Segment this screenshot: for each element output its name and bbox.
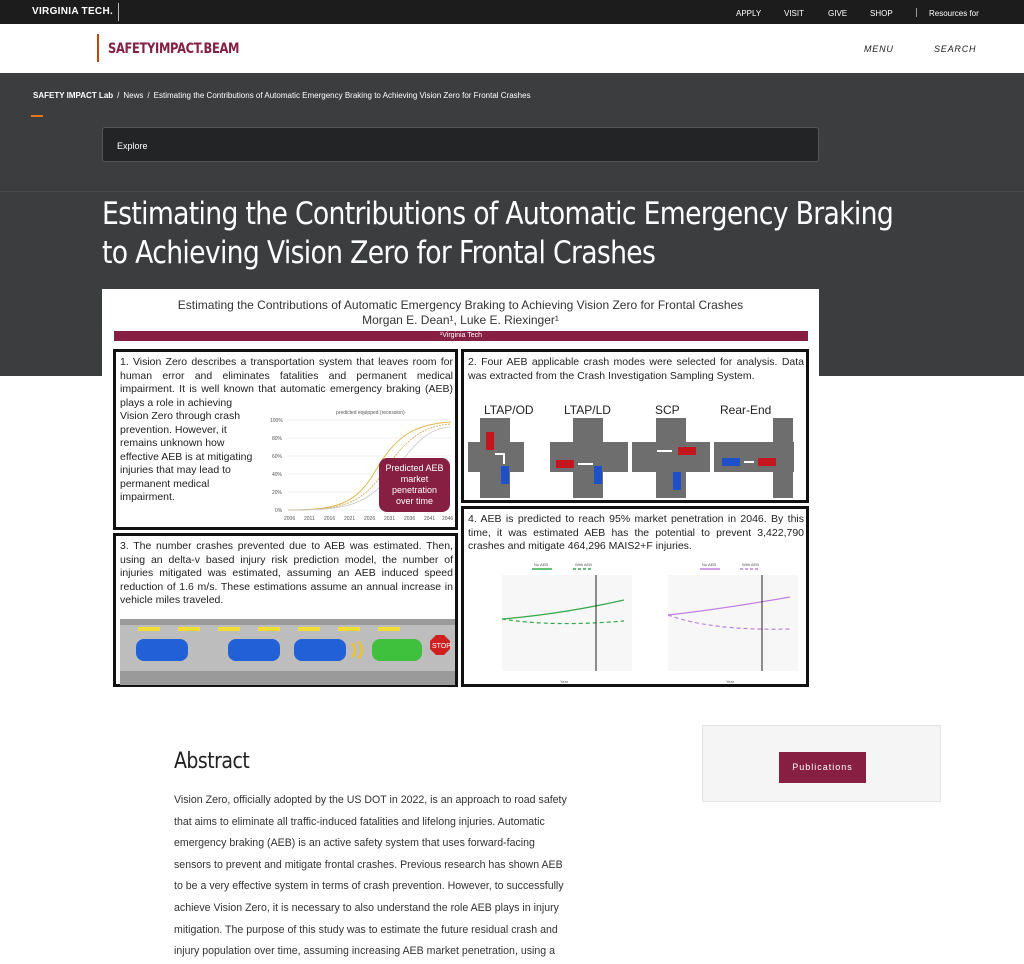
abstract-line: injury population over time, assuming increasing AEB market penetration, using a — [174, 945, 555, 958]
crash-mode-diagrams — [468, 418, 808, 500]
legend-with-aeb-2: With AEB — [742, 562, 759, 567]
breadcrumb-separator: / — [117, 91, 120, 100]
publications-button[interactable]: Publications — [779, 752, 866, 783]
site-header — [0, 24, 1024, 73]
x-tick: 2021 — [344, 516, 356, 522]
page-title-line-2: to Achieving Vision Zero for Frontal Crashes — [102, 235, 656, 271]
site-title-accent — [97, 34, 99, 62]
breadcrumb-current: Estimating the Contributions of Automatic Emergency Braking to Achieving Vision Zero for Frontal Crashes — [153, 91, 531, 100]
x-tick: 2046 — [442, 516, 454, 522]
legend-with-aeb: With AEB — [575, 562, 592, 567]
poster-panel-4 — [461, 506, 809, 687]
x-tick: 2006 — [284, 516, 296, 522]
chart-legend: predicted equipped (recession) — [336, 410, 405, 416]
breadcrumb-lab[interactable]: SAFETY IMPACT Lab — [33, 91, 114, 100]
research-poster — [102, 289, 819, 699]
y-tick: 60% — [272, 454, 283, 460]
abstract-line: to be a very effective system in terms of crash prevention. However, to successfully — [174, 880, 564, 893]
explore-dropdown[interactable] — [102, 127, 819, 162]
x-tick: 2036 — [404, 516, 416, 522]
abstract-body — [174, 790, 619, 963]
give-link[interactable]: GIVE — [828, 9, 848, 18]
search-button[interactable]: SEARCH — [934, 44, 977, 54]
rear-end-diagram — [714, 418, 794, 498]
poster-title: Estimating the Contributions of Automatic Emergency Braking to Achieving Vision Zero for Frontal Crashes — [177, 298, 744, 312]
poster-panel-3 — [113, 533, 458, 687]
breadcrumb-separator: / — [147, 91, 150, 100]
abstract-line: that aims to eliminate all traffic-induced fatalities and lifelong injuries. Automatic — [174, 815, 545, 828]
poster-affiliation-bar: ¹Virginia Tech — [114, 331, 808, 341]
stop-sign-label: STOP — [432, 643, 451, 650]
car-2 — [228, 639, 280, 661]
x-tick: 2016 — [324, 516, 336, 522]
site-title-link[interactable]: SAFETYIMPACT.BEAM — [108, 41, 240, 57]
y-tick: 80% — [272, 436, 283, 442]
x-tick: 2031 — [384, 516, 396, 522]
abstract-line: sensors to prevent and mitigate frontal crashes. Previous research has shown AEB — [174, 858, 563, 871]
legend-no-aeb-2: No AEB — [702, 562, 717, 567]
legend-no-aeb: No AEB — [534, 562, 549, 567]
speed-reduction-illustration — [120, 619, 455, 685]
panel-1-text: 1. Vision Zero describes a transportation system that leaves room for human error and eliminates fatalities and permanent medical impairment. It is well known that automatic emergency braking (AEB) plays a role in achieving — [120, 356, 453, 409]
shop-link[interactable]: SHOP — [870, 9, 893, 18]
scp-diagram — [632, 418, 710, 498]
panel-1-text-cont: Vision Zero through crash prevention. However, it remains unknown how effective AEB is at mitigating injuries that may lead to permanent medical impairment. — [120, 410, 253, 503]
virginia-tech-logo[interactable]: VIRGINIA TECH. — [32, 6, 114, 17]
apply-link[interactable]: APPLY — [736, 9, 762, 18]
ltap-od-diagram — [468, 418, 524, 498]
hero-divider — [0, 191, 1024, 192]
abstract-line: Vision Zero, officially adopted by the US DOT in 2022, is an approach to road safety — [174, 794, 567, 806]
poster-panel-1 — [113, 349, 458, 530]
explore-label: Explore — [117, 141, 148, 151]
crash-injury-projection-charts — [472, 559, 802, 684]
resources-for-menu[interactable]: Resources for — [929, 9, 979, 18]
menu-button[interactable]: MENU — [864, 44, 894, 54]
visit-link[interactable]: VISIT — [784, 9, 805, 18]
abstract-heading: Abstract — [174, 749, 250, 774]
crash-mode-label: Rear-End — [720, 403, 772, 417]
y-tick: 0% — [275, 508, 283, 514]
global-top-bar — [0, 0, 1024, 24]
panel-4-text: 4. AEB is predicted to reach 95% market penetration in 2046. By this time, it was estimated AEB has the potential to prevent 3,422,790 crashes and mitigate 464,296 MAIS2+F injuries. — [468, 513, 804, 552]
breadcrumb-accent — [31, 115, 43, 117]
crash-mode-label: SCP — [655, 403, 680, 417]
page-title — [102, 195, 894, 273]
car-3 — [294, 639, 346, 661]
x-axis-label: Year — [560, 679, 569, 684]
ltap-ld-diagram — [550, 418, 628, 498]
abstract-line: mitigation. The purpose of this study was to estimate the future residual crash and — [174, 923, 558, 936]
sidebar-publications-box — [702, 725, 941, 802]
panel-3-text: 3. The number crashes prevented due to AEB was estimated. Then, using an delta-v based injury risk prediction model, the number of injuries mitigated was estimated, assuming an AEB induced speed reduction of 1.6 m/s. These estimations assume an annual increase in vehicle miles traveled. — [120, 540, 453, 606]
predicted-penetration-callout: Predicted AEB market penetration over time — [379, 458, 450, 512]
logo-divider — [118, 3, 119, 21]
crash-mode-label: LTAP/OD — [484, 403, 534, 417]
poster-panel-2 — [461, 349, 809, 503]
car-1 — [136, 639, 188, 661]
car-4 — [372, 639, 422, 661]
page-title-line-1: Estimating the Contributions of Automatic Emergency Braking — [102, 196, 894, 232]
x-tick: 2026 — [364, 516, 376, 522]
y-tick: 100% — [270, 418, 283, 424]
abstract-line: achieve Vision Zero, it is necessary to also understand the role AEB plays in injury — [174, 901, 559, 914]
panel-2-text: 2. Four AEB applicable crash modes were selected for analysis. Data was extracted from the Crash Investigation Sampling System. — [468, 356, 804, 382]
abstract-line: emergency braking (AEB) is an active safety system that uses forward-facing — [174, 837, 535, 850]
links-divider — [916, 8, 917, 17]
y-tick: 40% — [272, 472, 283, 478]
x-axis-label-2: Year — [726, 679, 735, 684]
x-tick: 2041 — [424, 516, 436, 522]
x-tick: 2011 — [304, 516, 315, 522]
breadcrumb — [33, 91, 531, 100]
breadcrumb-news[interactable]: News — [123, 91, 144, 100]
poster-authors: Morgan E. Dean¹, Luke E. Riexinger¹ — [362, 313, 559, 327]
y-tick: 20% — [272, 490, 283, 496]
crash-mode-label: LTAP/LD — [564, 403, 611, 417]
